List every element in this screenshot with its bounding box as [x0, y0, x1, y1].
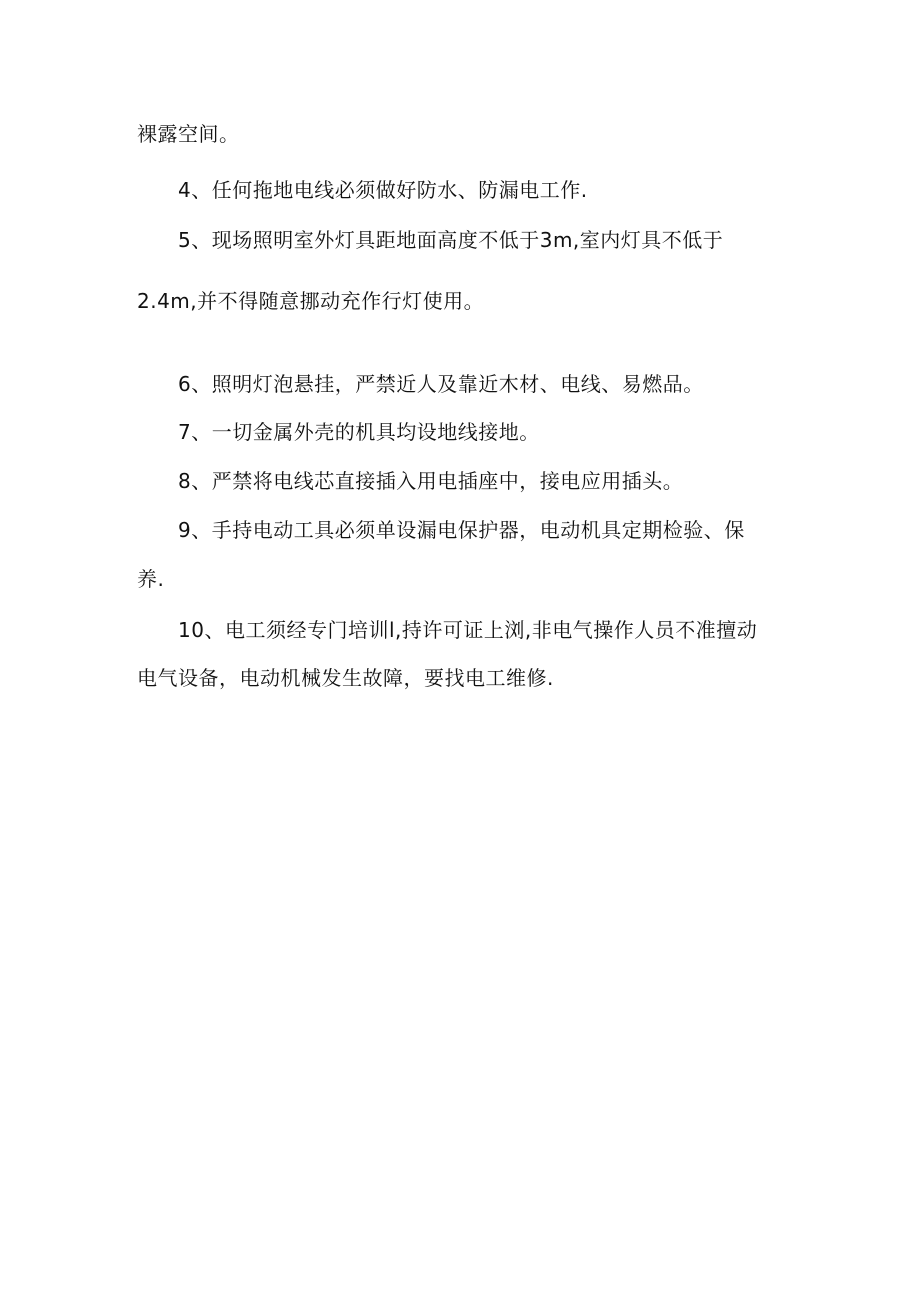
paragraph-line: 电气设备，电动机械发生故障，要找电工维修.	[137, 666, 554, 690]
paragraph-line: 2.4m,并不得随意挪动充作行灯使用。	[137, 289, 485, 313]
paragraph-line: 10、电工须经专门培训l,持许可证上浏,非电气操作人员不准擅动	[178, 618, 758, 642]
paragraph-line: 7、一切金属外壳的机具均设地线接地。	[178, 420, 540, 444]
paragraph-line: 养.	[137, 567, 165, 591]
paragraph-line: 9、手持电动工具必须单设漏电保护器，电动机具定期检验、保	[178, 518, 745, 542]
paragraph-line: 6、照明灯泡悬挂，严禁近人及靠近木材、电线、易燃品。	[178, 372, 704, 396]
paragraph-line: 裸露空间。	[137, 122, 240, 146]
paragraph-line: 4、任何拖地电线必须做好防水、防漏电工作.	[178, 178, 588, 202]
paragraph-line: 5、现场照明室外灯具距地面高度不低于3m,室内灯具不低于	[178, 228, 724, 252]
paragraph-line: 8、严禁将电线芯直接插入用电插座中，接电应用插头。	[178, 469, 684, 493]
